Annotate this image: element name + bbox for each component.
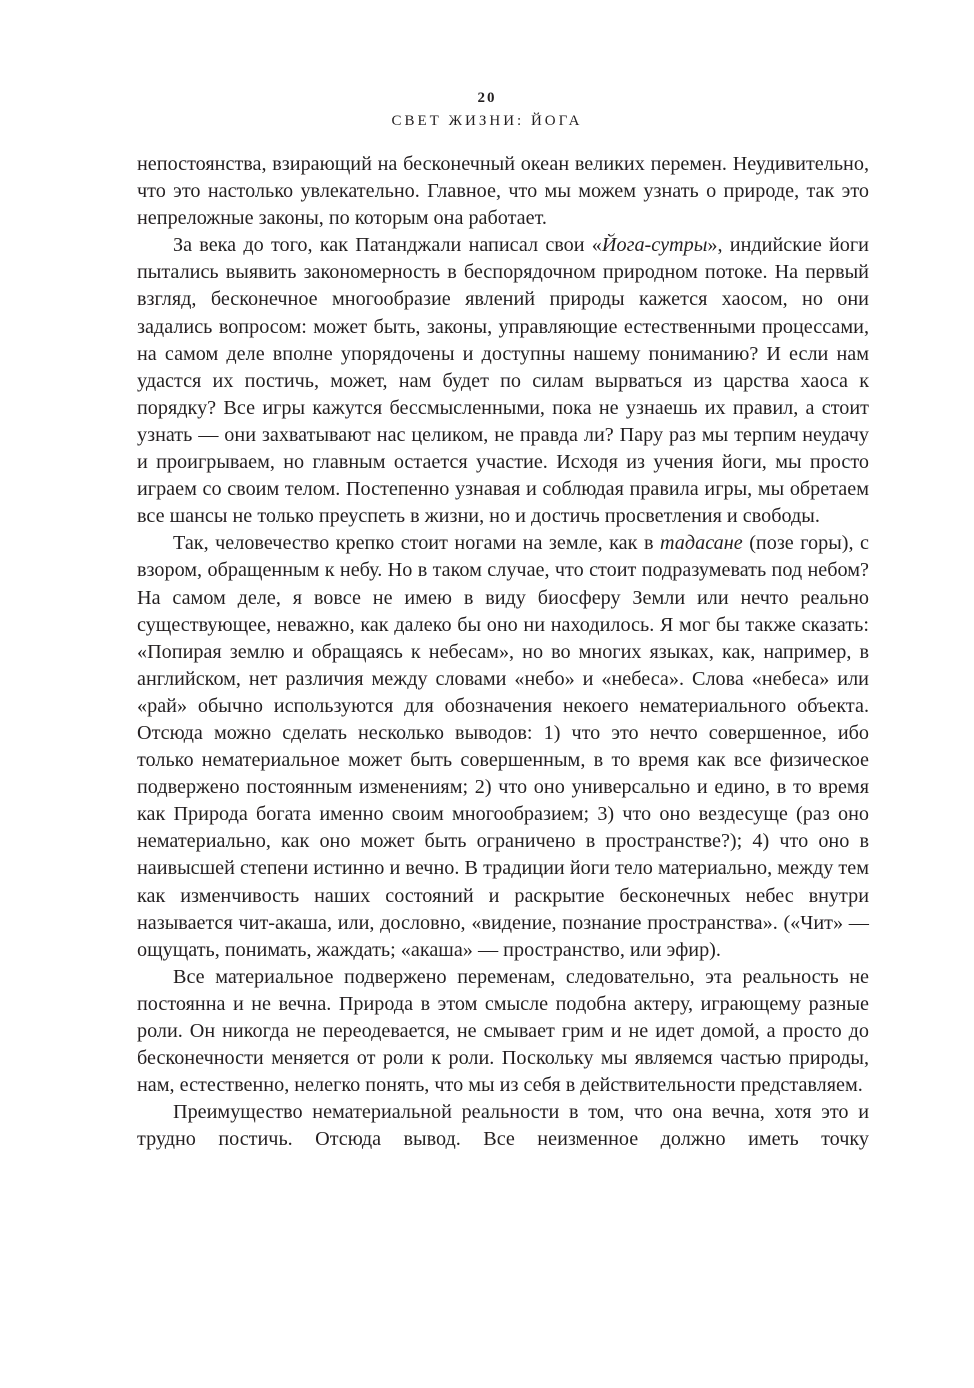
- paragraph: [137, 964, 869, 1099]
- italic-term: тадасане: [659, 532, 743, 555]
- paragraph: [137, 530, 869, 964]
- paragraph: [137, 151, 869, 232]
- text-run: Все материальное подвержено переменам, следовательно, эта реальность не постоянна и не вечна. Природа в этом смысле подобна актеру, играющему разные роли. Он никогда не переодевается, не смывает грим и не идет домой, а просто до бесконечности меняется от роли к роли. Поскольку мы являемся частью природы, нам, естественно, нелегко понять, что мы из себя в действительности представляем.: [137, 965, 869, 1097]
- paragraph: [137, 232, 869, 530]
- page-header: [0, 88, 974, 132]
- italic-term: Йога-сутры: [601, 234, 708, 257]
- running-title: СВЕТ ЖИЗНИ: ЙОГА: [391, 113, 583, 129]
- text-run: Преимущество нематериальной реальности в том, что она вечна, хотя это и трудно постичь. Отсюда вывод. Все неизменное должно иметь точку: [137, 1101, 869, 1151]
- paragraph: [137, 1099, 869, 1153]
- text-run: (позе горы), с взором, обращенным к небу. Но в таком случае, что стоит подразумевать под небом? На самом деле, я вовсе не имею в виду биосферу Земли или нечто реально существующее, неважно, как далеко бы оно ни находилось. Я мог бы также сказать: «Попирая землю и обращаясь к небесам», но во многих языках, как, например, в английском, нет различия между словами «небо» и «небеса». Слова «небеса» или «рай» обычно используются для обозначения некоего нематериального объекта. Отсюда можно сделать несколько выводов: 1) что это нечто совершенное, ибо только нематериальное может быть совершенным, в то время как все физическое подвержено постоянным изменениям; 2) что оно универсально и едино, в то время как Природа богата именно своим многообразием; 3) что оно вездесуще (раз оно нематериально, как оно может быть ограничено в пространстве?); 4) что оно в наивысшей степени истинно и вечно. В традиции йоги тело материально, между тем как изменчивость наших состояний и раскрытие бесконечных небес внутри называется чит-акаша, или, дословно, «видение, познание пространства». («Чит» — ощущать, понимать, жаждать; «акаша» — пространство, или эфир).: [137, 532, 870, 961]
- text-run: непостоянства, взирающий на бесконечный океан великих перемен. Неудивительно, что это настолько увлекательно. Главное, что мы можем узнать о природе, так это непреложные законы, по которым она работает.: [137, 153, 869, 230]
- body-text: [137, 151, 869, 1153]
- text-run: Так, человечество крепко стоит ногами на земле, как в: [173, 532, 660, 555]
- page-number: 20: [477, 90, 497, 106]
- text-run: », индийские йоги пытались выявить закономерность в беспорядочном природном потоке. На первый взгляд, бесконечное многообразие явлений природы кажется хаосом, но они задались вопросом: может быть, законы, управляющие естественными процессами, на самом деле вполне упорядочены и доступны нашему пониманию? И если нам удастся их постичь, может, нам будет по силам вырваться из царства хаоса к порядку? Все игры кажутся бессмысленными, пока не узнаешь их правил, а стоит узнать — они захватывают нас целиком, не правда ли? Пару раз мы терпим неудачу и проигрываем, но главным остается участие. Исходя из учения йоги, мы просто играем со своим телом. Постепенно узнавая и соблюдая правила игры, мы обретаем все шансы не только преуспеть в жизни, но и достичь просветления и свободы.: [137, 234, 869, 528]
- text-run: За века до того, как Патанджали написал свои «: [173, 234, 602, 257]
